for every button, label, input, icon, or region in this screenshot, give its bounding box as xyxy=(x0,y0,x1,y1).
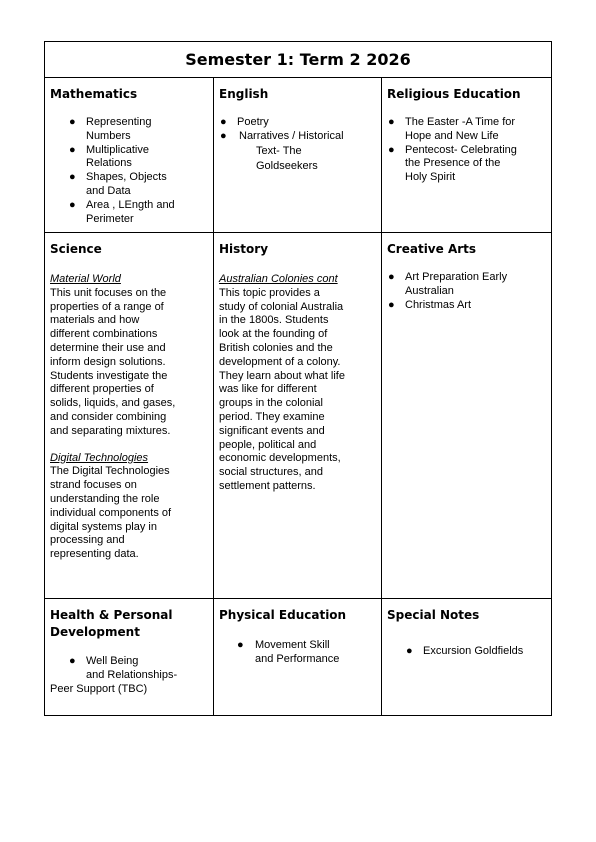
special-notes-list xyxy=(382,645,551,659)
list-item-text: Movement Skill xyxy=(255,639,330,651)
english-cell xyxy=(214,78,382,233)
list-item-text: Multiplicative xyxy=(86,143,149,156)
paragraph-line: This unit focuses on the xyxy=(50,286,167,299)
bullet-icon: ● xyxy=(388,143,395,156)
list-item xyxy=(382,116,551,144)
history-cell xyxy=(214,233,382,599)
bullet-icon: ● xyxy=(69,655,76,667)
creative-arts-heading: Creative Arts xyxy=(387,242,477,256)
term-overview-document xyxy=(44,41,551,716)
physical-education-cell xyxy=(214,599,382,716)
list-item-text: Narratives / Historical xyxy=(239,129,344,142)
bullet-icon: ● xyxy=(69,143,76,156)
list-item-text: Text- The xyxy=(256,144,302,157)
science-description-material-world xyxy=(50,287,209,439)
list-item-text: and Performance xyxy=(255,652,340,665)
religious-education-cell xyxy=(382,78,552,233)
list-item xyxy=(45,144,213,172)
creative-arts-cell xyxy=(382,233,552,599)
list-item xyxy=(382,271,551,299)
science-subheading-material-world: Material World xyxy=(50,273,121,285)
history-heading: History xyxy=(219,242,269,256)
mathematics-heading: Mathematics xyxy=(50,87,138,101)
bullet-icon: ● xyxy=(69,116,76,128)
paragraph-line: study of colonial Australia xyxy=(219,300,344,313)
paragraph-line: strand focuses on xyxy=(50,479,137,492)
list-item-text: Shapes, Objects xyxy=(86,171,167,184)
list-item-text: Peer Support (TBC) xyxy=(50,682,148,695)
list-item-text: The Easter -A Time for xyxy=(405,116,516,128)
mathematics-list xyxy=(45,116,213,226)
list-item xyxy=(214,639,381,667)
list-item xyxy=(45,116,213,144)
paragraph-line: This topic provides a xyxy=(219,286,320,299)
bullet-icon: ● xyxy=(69,171,76,184)
list-item-text: Hope and New Life xyxy=(405,129,499,142)
science-subheading-digital-technologies: Digital Technologies xyxy=(50,451,149,464)
list-item-text: and Relationships- xyxy=(86,668,178,681)
bullet-icon: ● xyxy=(388,116,395,128)
creative-arts-list xyxy=(382,271,551,312)
list-item-text: the Presence of the xyxy=(405,157,501,170)
list-item-text: Poetry xyxy=(237,116,269,128)
paragraph-line: in the 1800s. Students xyxy=(219,314,329,327)
paragraph-line: digital systems play in xyxy=(50,520,157,533)
list-item-text: Christmas Art xyxy=(405,298,472,311)
paragraph-line: period. They examine xyxy=(219,410,325,423)
special-notes-heading: Special Notes xyxy=(387,608,480,622)
list-item xyxy=(45,171,213,199)
paragraph-line: and separating mixtures. xyxy=(50,424,171,437)
list-item-text: Australian xyxy=(405,284,454,297)
list-item-text: Excursion Goldfields xyxy=(423,645,524,657)
paragraph-line: people, political and xyxy=(219,438,317,451)
list-item-text: Goldseekers xyxy=(256,159,318,172)
list-item xyxy=(45,655,213,669)
list-item-text: Numbers xyxy=(86,129,131,142)
list-item-text: Well Being xyxy=(86,655,139,667)
paragraph-line: look at the founding of xyxy=(219,328,328,341)
bullet-icon: ● xyxy=(388,271,395,283)
list-item-text: Perimeter xyxy=(86,212,134,225)
paragraph-line: groups in the colonial xyxy=(219,397,323,410)
paragraph-line: was like for different xyxy=(219,383,317,396)
list-item-text: Relations xyxy=(86,157,132,170)
list-item xyxy=(382,299,551,313)
health-heading-line: Health & Personal xyxy=(50,608,173,622)
paragraph-line: properties of a range of xyxy=(50,300,164,313)
paragraph-line: materials and how xyxy=(50,314,140,327)
history-subheading: Australian Colonies cont xyxy=(219,273,338,285)
science-description-digital-technologies xyxy=(50,465,209,562)
paragraph-line: and consider combining xyxy=(50,410,167,423)
paragraph-line: different combinations xyxy=(50,328,158,341)
mathematics-cell xyxy=(45,78,214,233)
history-description xyxy=(219,287,377,494)
health-heading-line: Development xyxy=(50,625,140,639)
list-item xyxy=(214,130,381,174)
paragraph-line: British colonies and the xyxy=(219,341,333,354)
term-overview-table xyxy=(44,41,552,716)
paragraph-line: understanding the role xyxy=(50,492,160,505)
paragraph-line: social structures, and xyxy=(219,466,323,479)
list-item-text: Pentecost- Celebrating xyxy=(405,143,517,156)
list-item xyxy=(214,116,381,130)
religious-education-heading: Religious Education xyxy=(387,87,521,101)
bullet-icon: ● xyxy=(237,639,244,651)
special-notes-cell xyxy=(382,599,552,716)
paragraph-line: individual components of xyxy=(50,506,172,519)
bullet-icon: ● xyxy=(220,116,227,128)
document-title: Semester 1: Term 2 2026 xyxy=(45,42,552,78)
paragraph-line: processing and xyxy=(50,534,125,547)
list-item-text: Holy Spirit xyxy=(405,171,456,184)
science-heading: Science xyxy=(50,242,102,256)
health-cell xyxy=(45,599,214,716)
paragraph-line: development of a colony. xyxy=(219,355,341,368)
list-item-text: Area , LEngth and xyxy=(86,198,175,211)
paragraph-line: Students investigate the xyxy=(50,369,168,382)
paragraph-line: They learn about what life xyxy=(219,369,345,382)
health-heading xyxy=(50,607,213,641)
physical-education-list xyxy=(214,639,381,667)
english-heading: English xyxy=(219,87,269,101)
paragraph-line: representing data. xyxy=(50,548,139,561)
paragraph-line: solids, liquids, and gases, xyxy=(50,397,176,410)
paragraph-line: different properties of xyxy=(50,383,154,396)
bullet-icon: ● xyxy=(388,298,395,311)
list-item xyxy=(382,144,551,185)
list-item xyxy=(45,199,213,227)
paragraph-line: inform design solutions. xyxy=(50,355,166,368)
science-cell xyxy=(45,233,214,599)
bullet-icon: ● xyxy=(69,198,76,211)
bullet-icon: ● xyxy=(406,645,413,657)
bullet-icon: ● xyxy=(220,129,227,142)
health-list xyxy=(45,655,213,696)
list-item-text: Art Preparation Early xyxy=(405,271,508,283)
religious-education-list xyxy=(382,116,551,185)
paragraph-line: The Digital Technologies xyxy=(50,465,170,478)
list-item-text: Representing xyxy=(86,116,152,128)
list-item-text: and Data xyxy=(86,184,131,197)
physical-education-heading: Physical Education xyxy=(219,608,347,622)
paragraph-line: settlement patterns. xyxy=(219,479,316,492)
english-list xyxy=(214,116,381,174)
paragraph-line: significant events and xyxy=(219,424,325,437)
list-item xyxy=(382,645,551,659)
paragraph-line: economic developments, xyxy=(219,452,341,465)
paragraph-line: determine their use and xyxy=(50,341,166,354)
